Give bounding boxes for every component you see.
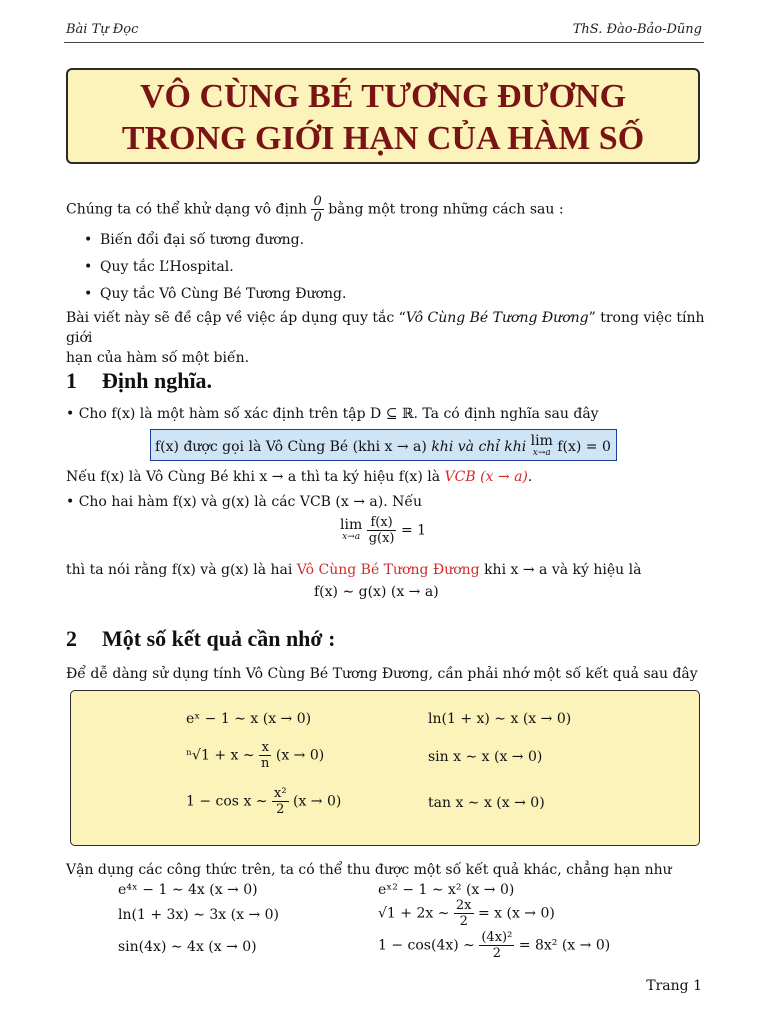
bullet-item xyxy=(84,286,346,302)
eq-fraction xyxy=(367,515,397,546)
example-4-fraction xyxy=(454,898,474,929)
intro-para-2: hạn của hàm số một biến. xyxy=(66,350,250,366)
example-6-num: (4x)² xyxy=(481,930,513,945)
example-4-num: 2x xyxy=(455,898,472,913)
eq-lim xyxy=(340,516,363,543)
section-1-number: 1 xyxy=(66,368,77,393)
result-5-b: (x → 0) xyxy=(292,793,342,810)
example-3: ln(1 + 3x) ∼ 3x (x → 0) xyxy=(118,907,279,923)
result-3-num: x xyxy=(259,740,271,756)
intro-para-1c: ” trong việc tính giới xyxy=(66,310,705,346)
example-5: sin(4x) ∼ 4x (x → 0) xyxy=(118,939,257,955)
line-d-red: Vô Cùng Bé Tương Đương xyxy=(296,562,480,578)
example-6 xyxy=(378,930,610,961)
bullet-dot: • xyxy=(84,286,93,302)
section-2-heading xyxy=(66,626,335,652)
def-text-b: khi và chỉ khi xyxy=(431,439,527,455)
result-4: sin x ∼ x (x → 0) xyxy=(428,749,543,765)
bullet-item xyxy=(84,232,304,248)
def-text-a: f(x) được gọi là Vô Cùng Bé (khi x → a) xyxy=(155,439,427,455)
bullet-text: Quy tắc L’Hospital. xyxy=(100,259,234,275)
result-3-b: (x → 0) xyxy=(275,747,325,764)
equivalence-equation: f(x) ∼ g(x) (x → a) xyxy=(314,584,439,600)
header-left: Bài Tự Đọc xyxy=(66,22,139,37)
limit-equation xyxy=(340,515,426,546)
example-6-a: 1 − cos(4x) ∼ xyxy=(378,937,475,954)
definition-box xyxy=(150,429,617,461)
intro-para-1a: Bài viết này sẽ đề cập về việc áp dụng quy tắc “ xyxy=(66,310,406,326)
example-4-a: √1 + 2x ∼ xyxy=(378,905,450,922)
line-b-red: VCB (x → a) xyxy=(444,469,528,485)
example-4-den: 2 xyxy=(459,914,468,929)
section-2-line-b: Vận dụng các công thức trên, ta có thể thu được một số kết quả khác, chẳng hạn như xyxy=(66,862,672,878)
intro-fraction xyxy=(311,194,323,225)
header-rule xyxy=(64,42,704,43)
result-5-fraction xyxy=(272,786,289,817)
example-6-fraction xyxy=(479,930,514,961)
section-1-title: Định nghĩa. xyxy=(102,368,213,393)
page-number: Trang 1 xyxy=(646,978,702,994)
eq-lim-word: lim xyxy=(340,516,363,533)
intro-frac-den: 0 xyxy=(313,210,322,225)
example-6-den: 2 xyxy=(492,946,501,961)
section-2-title: Một số kết quả cần nhớ : xyxy=(102,626,336,651)
result-6: tan x ∼ x (x → 0) xyxy=(428,795,545,811)
result-5 xyxy=(186,786,341,817)
line-d-post: khi x → a và ký hiệu là xyxy=(484,562,642,578)
bullet-item xyxy=(84,259,234,275)
result-3-den: n xyxy=(261,756,270,771)
result-1: eˣ − 1 ∼ x (x → 0) xyxy=(186,711,312,727)
example-4-b: = x (x → 0) xyxy=(477,905,555,922)
intro-text-before: Chúng ta có thể khử dạng vô định xyxy=(66,201,307,218)
example-1: e⁴ˣ − 1 ∼ 4x (x → 0) xyxy=(118,882,258,898)
example-6-b: = 8x² (x → 0) xyxy=(518,937,611,954)
eq-num: f(x) xyxy=(367,515,397,531)
eq-den: g(x) xyxy=(368,531,395,546)
section-1-line-b xyxy=(66,467,706,487)
def-lim xyxy=(531,435,553,459)
result-3-fraction xyxy=(259,740,271,771)
line-b-post: . xyxy=(527,469,533,485)
result-5-den: 2 xyxy=(276,802,285,817)
result-2: ln(1 + x) ∼ x (x → 0) xyxy=(428,711,572,727)
title-box xyxy=(66,68,700,164)
bullet-text: Biến đổi đại số tương đương. xyxy=(100,232,305,248)
header-right: ThS. Đào-Bảo-Dũng xyxy=(572,22,702,37)
title-line-2: TRONG GIỚI HẠN CỦA HÀM SỐ xyxy=(121,120,645,157)
def-lim-sub: x→a xyxy=(532,448,551,458)
section-1-line-d xyxy=(66,560,706,580)
intro-frac-num: 0 xyxy=(313,194,322,209)
results-box xyxy=(70,690,700,846)
section-2-number: 2 xyxy=(66,626,77,651)
result-5-num: x² xyxy=(273,786,287,801)
result-5-a: 1 − cos x ∼ xyxy=(186,793,268,810)
bullet-text: Quy tắc Vô Cùng Bé Tương Đương. xyxy=(100,286,347,302)
section-1-line-a: • Cho f(x) là một hàm số xác định trên tập D ⊆ ℝ. Ta có định nghĩa sau đây xyxy=(66,406,599,422)
example-2: eˣ² − 1 ∼ x² (x → 0) xyxy=(378,882,515,898)
example-4 xyxy=(378,898,555,929)
intro-line xyxy=(66,194,706,225)
line-d-pre: thì ta nói rằng f(x) và g(x) là hai xyxy=(66,562,293,578)
bullet-dot: • xyxy=(84,259,93,275)
section-1-line-c: • Cho hai hàm f(x) và g(x) là các VCB (x → a). Nếu xyxy=(66,494,422,510)
def-text-c: f(x) = 0 xyxy=(557,439,611,455)
title-line-1: VÔ CÙNG BÉ TƯƠNG ĐƯƠNG xyxy=(139,78,627,115)
intro-paragraph xyxy=(66,308,706,368)
section-1-heading xyxy=(66,368,212,394)
bullet-dot: • xyxy=(84,232,93,248)
def-lim-word: lim xyxy=(530,433,553,449)
intro-para-1b: Vô Cùng Bé Tương Đương xyxy=(405,310,589,326)
line-b-pre: Nếu f(x) là Vô Cùng Bé khi x → a thì ta ký hiệu f(x) là xyxy=(66,469,441,485)
section-2-line-a: Để dễ dàng sử dụng tính Vô Cùng Bé Tương Đương, cần phải nhớ một số kết quả sau đây xyxy=(66,666,698,682)
intro-text-after: bằng một trong những cách sau : xyxy=(328,201,564,218)
result-3-a: ⁿ√1 + x ∼ xyxy=(186,747,255,764)
eq-rhs: = 1 xyxy=(400,522,427,539)
result-3 xyxy=(186,740,324,771)
eq-lim-sub: x→a xyxy=(342,531,361,542)
